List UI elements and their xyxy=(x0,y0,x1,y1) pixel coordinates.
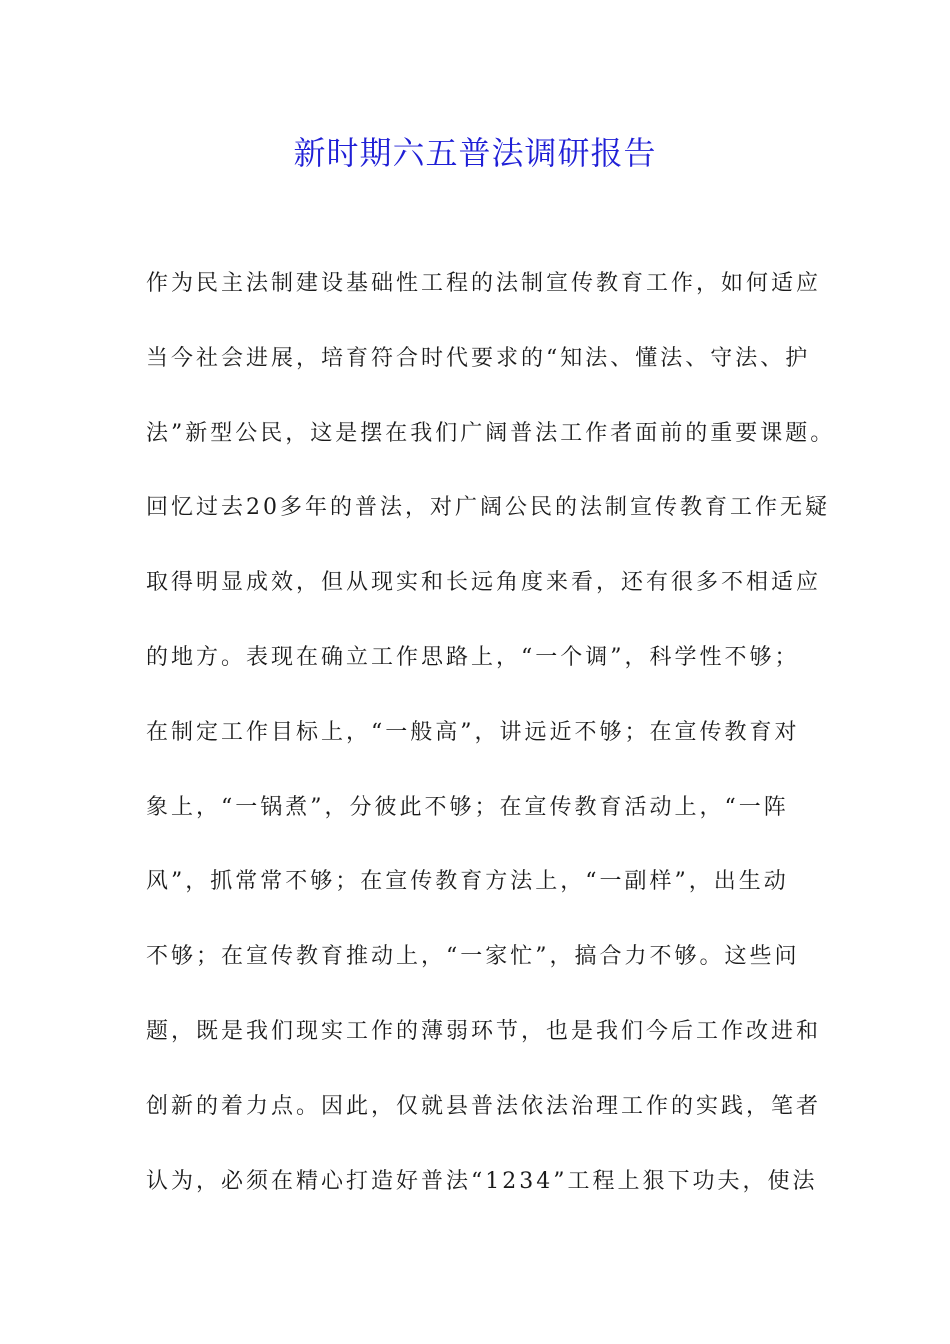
paragraph-line: 回忆过去20多年的普法，对广阔公民的法制宣传教育工作无疑 xyxy=(146,495,830,521)
paragraph-line: 在制定工作目标上，“一般高”，讲远近不够；在宣传教育对 xyxy=(146,719,800,745)
document-title: 新时期六五普法调研报告 xyxy=(293,134,657,172)
paragraph-line: 的地方。表现在确立工作思路上，“一个调”，科学性不够； xyxy=(146,644,800,670)
paragraph-line: 象上，“一锅煮”，分彼此不够；在宣传教育活动上，“一阵 xyxy=(146,794,789,820)
paragraph-line: 题，既是我们现实工作的薄弱环节，也是我们今后工作改进和 xyxy=(146,1018,822,1044)
paragraph-line: 法”新型公民，这是摆在我们广阔普法工作者面前的重要课题。 xyxy=(146,420,836,446)
paragraph-line: 作为民主法制建设基础性工程的法制宣传教育工作，如何适应 xyxy=(146,271,822,296)
document-body xyxy=(146,262,836,1234)
paragraph-line: 创新的着力点。因此，仅就县普法依法治理工作的实践，笔者 xyxy=(146,1093,822,1119)
paragraph-line: 不够；在宣传教育推动上，“一家忙”，搞合力不够。这些问 xyxy=(146,944,800,970)
paragraph-line: 取得明显成效，但从现实和长远角度来看，还有很多不相适应 xyxy=(146,570,822,596)
paragraph-line: 风”，抓常常不够；在宣传教育方法上，“一副样”，出生动 xyxy=(146,869,789,895)
paragraph-line: 认为，必须在精心打造好普法“1234”工程上狠下功夫，使法 xyxy=(146,1168,818,1194)
paragraph-line: 当今社会进展，培育符合时代要求的“知法、懂法、守法、护 xyxy=(146,345,811,371)
